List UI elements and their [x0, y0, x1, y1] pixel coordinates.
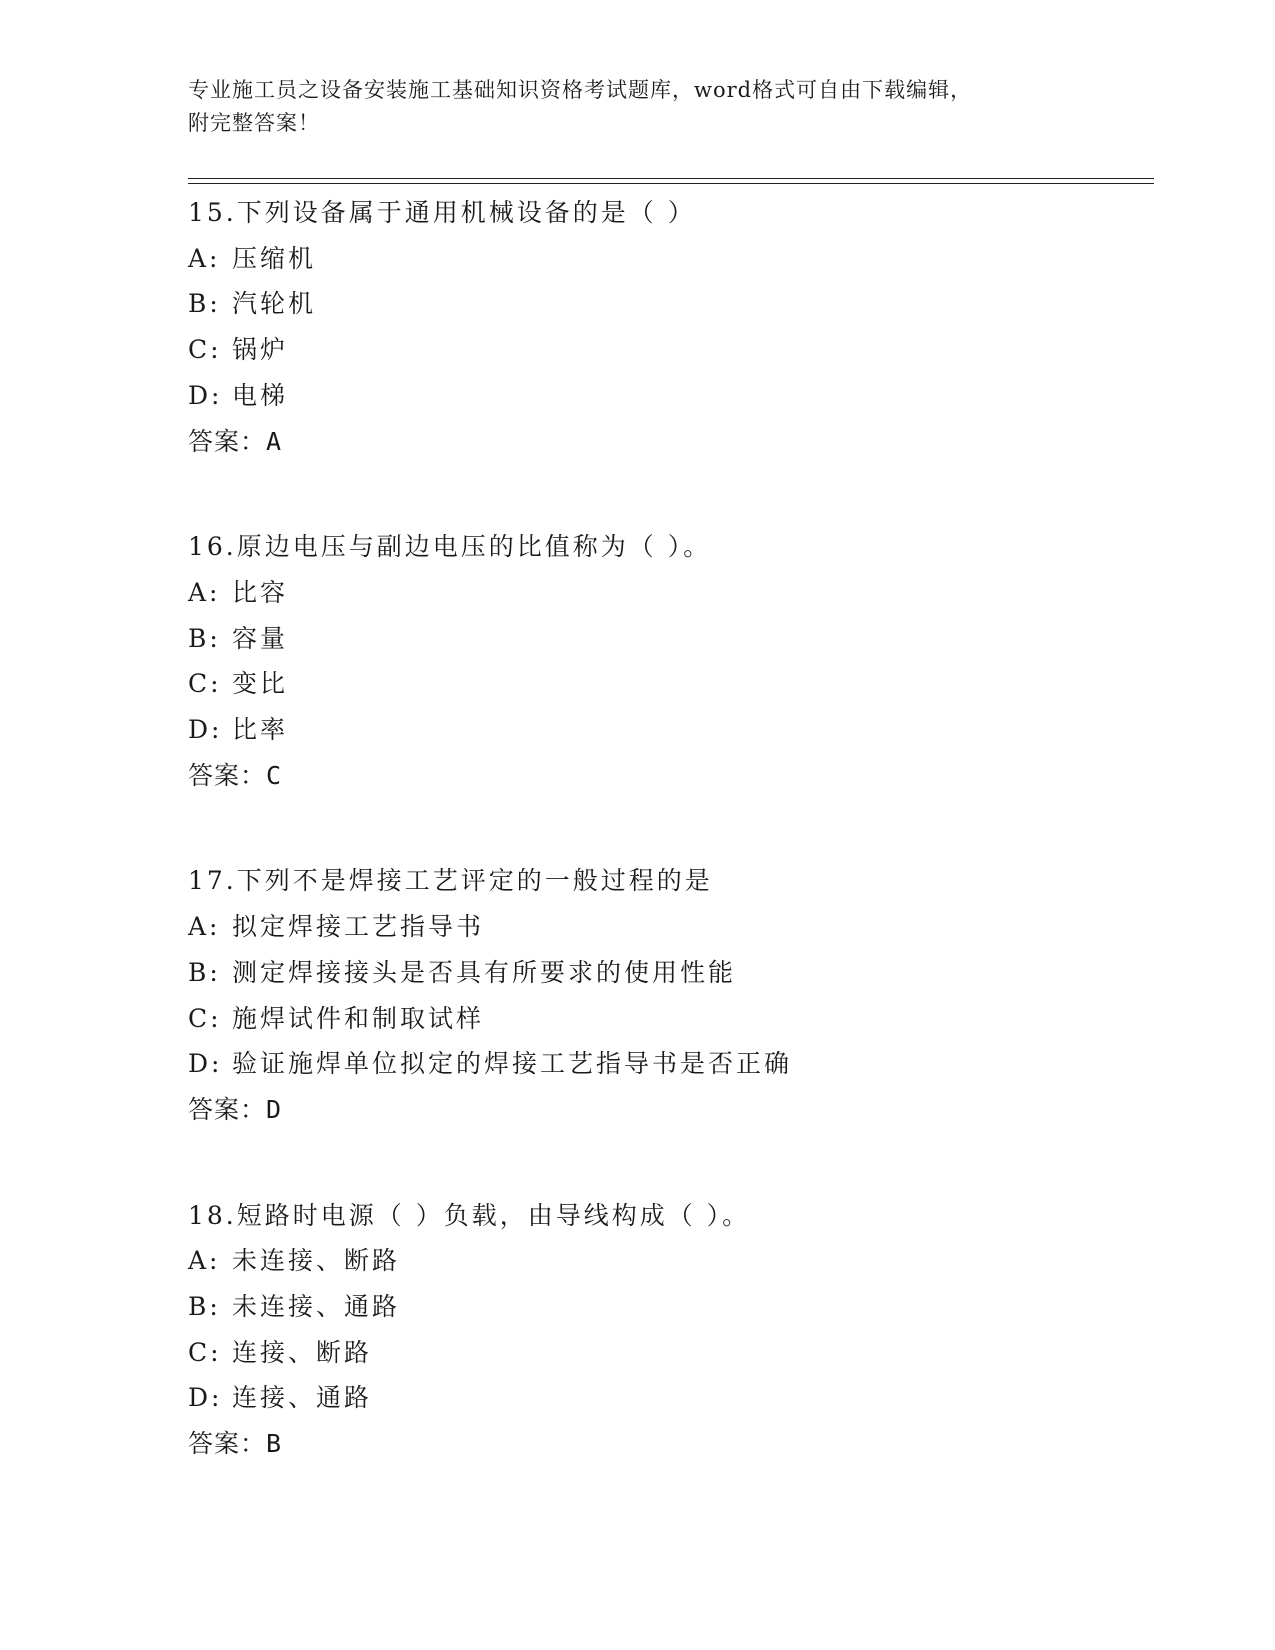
answer-line: 答案：D: [188, 1094, 283, 1124]
question-16: [188, 524, 1154, 798]
question-list: [188, 190, 1154, 1527]
question-stem: 15.下列设备属于通用机械设备的是（ ）: [188, 198, 696, 227]
option-text: 锅炉: [232, 335, 289, 365]
option-text: 未连接、通路: [232, 1292, 401, 1322]
option-key: D:: [188, 380, 223, 410]
option-text: 容量: [232, 623, 289, 653]
question-stem: 17.下列不是焊接工艺评定的一般过程的是: [188, 866, 713, 896]
option-key: B:: [188, 957, 221, 987]
option-text: 拟定焊接工艺指导书: [232, 912, 485, 942]
option-b: [188, 1284, 1154, 1330]
option-text: 变比: [232, 669, 289, 699]
option-text: 连接、通路: [232, 1383, 373, 1413]
option-key: C:: [188, 1003, 222, 1033]
option-b: [188, 616, 1154, 662]
option-key: D:: [188, 1049, 223, 1079]
header-line-2: 附完整答案！: [188, 111, 320, 135]
option-d: [188, 373, 1154, 419]
option-d: [188, 707, 1154, 753]
option-key: D:: [188, 715, 223, 745]
option-text: 电梯: [232, 380, 289, 410]
option-text: 压缩机: [232, 243, 317, 273]
option-c: [188, 1330, 1154, 1376]
option-c: [188, 996, 1154, 1042]
option-text: 验证施焊单位拟定的焊接工艺指导书是否正确: [232, 1049, 793, 1079]
question-15: [188, 190, 1154, 464]
answer-line: 答案：A: [188, 426, 283, 456]
option-text: 汽轮机: [232, 289, 317, 319]
question-17: [188, 858, 1154, 1132]
header-divider-top: [188, 178, 1154, 179]
option-a: [188, 570, 1154, 616]
option-c: [188, 327, 1154, 373]
option-key: A:: [188, 243, 221, 273]
option-key: C:: [188, 1337, 222, 1367]
option-key: C:: [188, 669, 222, 699]
question-stem: 16.原边电压与副边电压的比值称为（ ）。: [188, 532, 712, 562]
option-key: B:: [188, 623, 221, 653]
answer-line: 答案：C: [188, 760, 283, 790]
option-key: D:: [188, 1383, 223, 1413]
option-key: A:: [188, 577, 221, 607]
option-b: [188, 950, 1154, 996]
option-text: 比率: [232, 715, 289, 745]
option-key: A:: [188, 1246, 221, 1276]
option-text: 比容: [232, 577, 289, 607]
option-d: [188, 1375, 1154, 1421]
option-key: B:: [188, 1292, 221, 1322]
document-header: [188, 74, 1088, 140]
option-text: 未连接、断路: [232, 1246, 401, 1276]
option-d: [188, 1041, 1154, 1087]
option-a: [188, 236, 1154, 282]
option-text: 测定焊接接头是否具有所要求的使用性能: [232, 957, 737, 987]
option-text: 施焊试件和制取试样: [232, 1003, 485, 1033]
question-stem: 18.短路时电源（ ）负载，由导线构成（ ）。: [188, 1200, 751, 1230]
header-divider-bottom: [188, 183, 1154, 184]
option-a: [188, 1238, 1154, 1284]
question-18: [188, 1193, 1154, 1467]
option-key: B:: [188, 289, 221, 319]
option-b: [188, 281, 1154, 327]
option-c: [188, 661, 1154, 707]
option-text: 连接、断路: [232, 1337, 373, 1367]
option-a: [188, 904, 1154, 950]
header-line-1: 专业施工员之设备安装施工基础知识资格考试题库，word格式可自由下载编辑，: [188, 78, 973, 102]
option-key: A:: [188, 912, 221, 942]
answer-line: 答案：B: [188, 1429, 283, 1459]
option-key: C:: [188, 335, 222, 365]
